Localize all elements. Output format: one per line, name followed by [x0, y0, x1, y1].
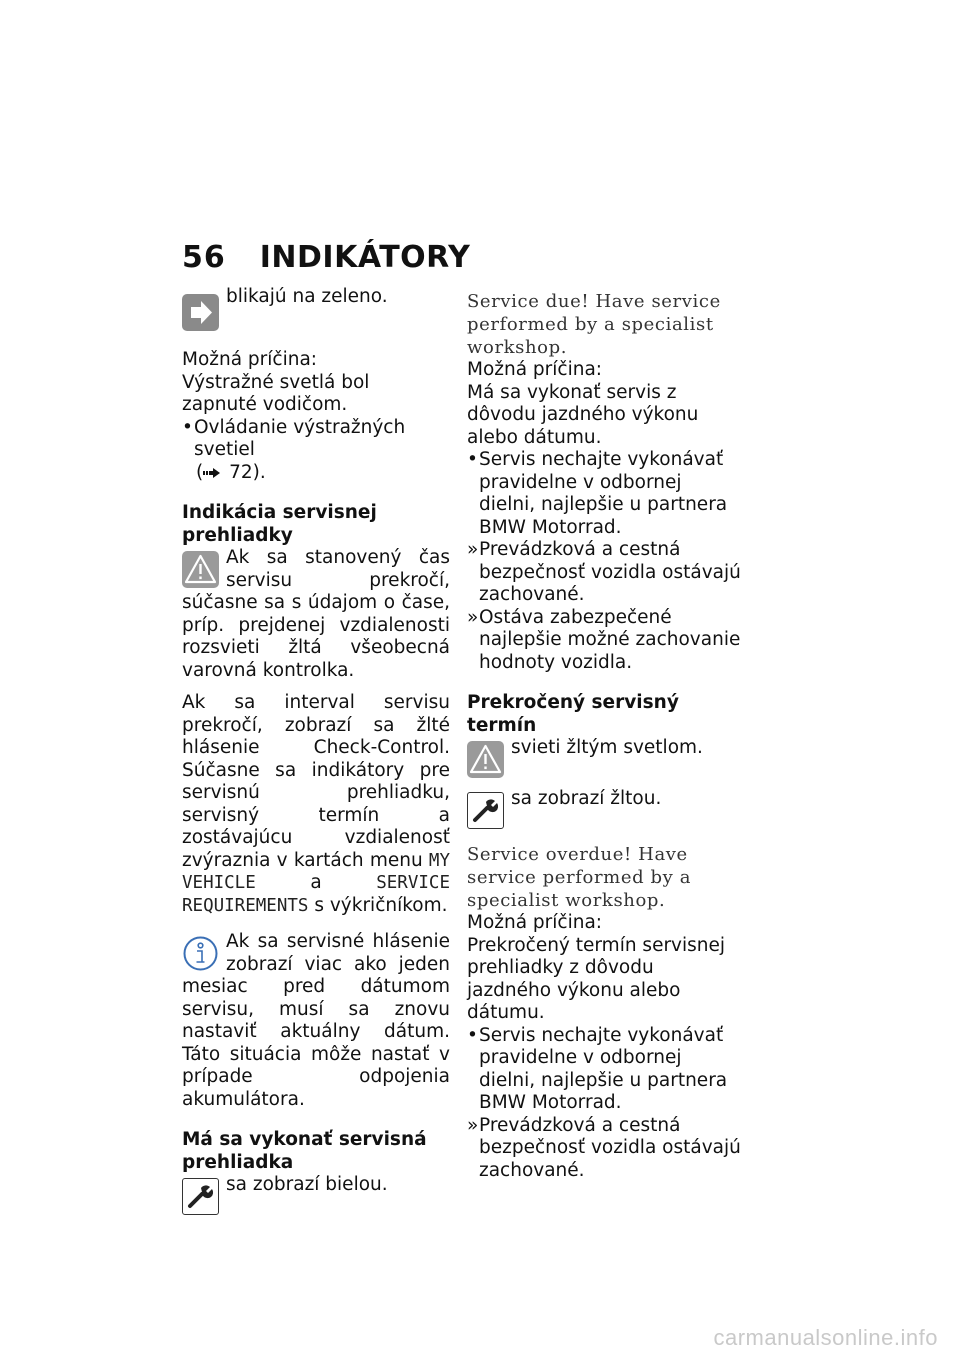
right-arrow-icon — [182, 294, 219, 331]
service-paragraph-1: Ak sa stanovený čas servisu prekročí, súčasne sa s údajom o čase, príp. prejdenej vzdialenosti rozsvieti žltá všeobecná varovná kontrolka. — [182, 547, 450, 681]
warning-triangle-icon — [182, 551, 219, 588]
warning-yellow-row — [467, 737, 742, 778]
watermark: carmanualsonline.info — [713, 1325, 938, 1350]
wrench-icon — [182, 1178, 219, 1215]
page-reference[interactable]: ( 72). — [196, 461, 266, 483]
cause-text: Má sa vykonať servis z dôvodu jazdného výkonu alebo dátumu. — [467, 381, 699, 448]
section-heading-service-overdue: Prekročený servisný termín — [467, 692, 679, 736]
bullet-dot: • — [182, 416, 193, 438]
cause-label: Možná príčina: — [467, 912, 603, 933]
result-item: » Prevádzková a cestná bezpečnosť vozidla ostávajú zachované. — [467, 539, 741, 605]
cause-label: Možná príčina: — [467, 359, 603, 380]
blink-text: blikajú na zeleno. — [226, 286, 388, 307]
chapter-title: INDIKÁTORY — [259, 240, 471, 275]
menu-name-my-vehicle: MY VEHICLE — [182, 850, 450, 893]
cause-text: Prekročený termín servisnej prehliadky z dôvodu jazdného výkonu alebo dátumu. — [467, 934, 726, 1023]
wrench-white-row — [182, 1174, 450, 1215]
result-text: Prevádzková a cestná bezpečnosť vozidla ostávajú zachované. — [479, 539, 741, 605]
arrow-indicator-row — [182, 286, 450, 331]
info-icon — [182, 935, 219, 972]
result-item: » Prevádzková a cestná bezpečnosť vozidla ostávajú zachované. — [467, 1114, 741, 1181]
display-message-service-due: Service due! Have service performed by a specialist workshop. — [467, 291, 721, 358]
page-header — [182, 240, 470, 280]
page-number: 56 — [182, 240, 226, 275]
warning-yellow-text: svieti žltým svetlom. — [511, 737, 703, 758]
left-column — [182, 286, 450, 1215]
result-text: Ostáva zabezpečené najlepšie možné zachovanie hodnoty vozidla. — [479, 606, 741, 673]
section-heading-service-due: Má sa vykonať servisná prehliadka — [182, 1129, 427, 1173]
wrench-yellow-row — [467, 788, 742, 829]
list-item: • Servis nechajte vykonávať pravidelne v odbornej dielni, najlepšie u partnera BMW Motorrad. — [467, 449, 742, 539]
cause-label: Možná príčina: — [182, 349, 318, 370]
service-paragraph-2: Ak sa interval servisu prekročí, zobrazí sa žlté hlásenie Check-Control. Súčasne sa indikátory pre servisnú prehliadku, servisný termín a zostávajúcu vzdialenosť zvýraznia v kartách menu MY VEHICLE a SERVICE REQUIREMENTS s výkričníkom. — [182, 692, 450, 916]
bullet-text: Servis nechajte vykonávať pravidelne v odbornej dielni, najlepšie u partnera BMW Motorrad. — [479, 449, 728, 538]
wrench-white-text: sa zobrazí bielou. — [226, 1174, 388, 1195]
wrench-yellow-text: sa zobrazí žltou. — [511, 788, 662, 809]
reference-arrow-icon — [203, 467, 223, 479]
menu-name-service-requirements: SERVICE REQUIREMENTS — [182, 873, 450, 916]
display-message-service-overdue: Service overdue! Have service performed by a specialist workshop. — [467, 844, 692, 911]
result-item: » Ostáva zabezpečené najlepšie možné zachovanie hodnoty vozidla. — [467, 606, 741, 673]
list-item — [182, 417, 450, 485]
cause-text: Výstražné svetlá bol zapnuté vodičom. — [182, 371, 370, 415]
warning-triangle-icon — [467, 741, 504, 778]
info-note: Ak sa servisné hlásenie zobrazí viac ako jeden mesiac pred dátumom servisu, musí sa znovu nastaviť aktuálny dátum. Táto situácia môže nastať v prípade odpojenia akumulátora. — [182, 931, 450, 1110]
section-heading-service-indication: Indikácia servisnej prehliadky — [182, 502, 377, 546]
wrench-icon — [467, 792, 504, 829]
bullet-text: Ovládanie výstražných svetiel — [194, 416, 406, 460]
list-item: • Servis nechajte vykonávať pravidelne v odbornej dielni, najlepšie u partnera BMW Motorrad. — [467, 1025, 742, 1115]
result-text: Prevádzková a cestná bezpečnosť vozidla ostávajú zachované. — [479, 1114, 741, 1181]
right-column — [467, 290, 742, 1182]
bullet-text: Servis nechajte vykonávať pravidelne v odbornej dielni, najlepšie u partnera BMW Motorrad. — [479, 1024, 728, 1113]
